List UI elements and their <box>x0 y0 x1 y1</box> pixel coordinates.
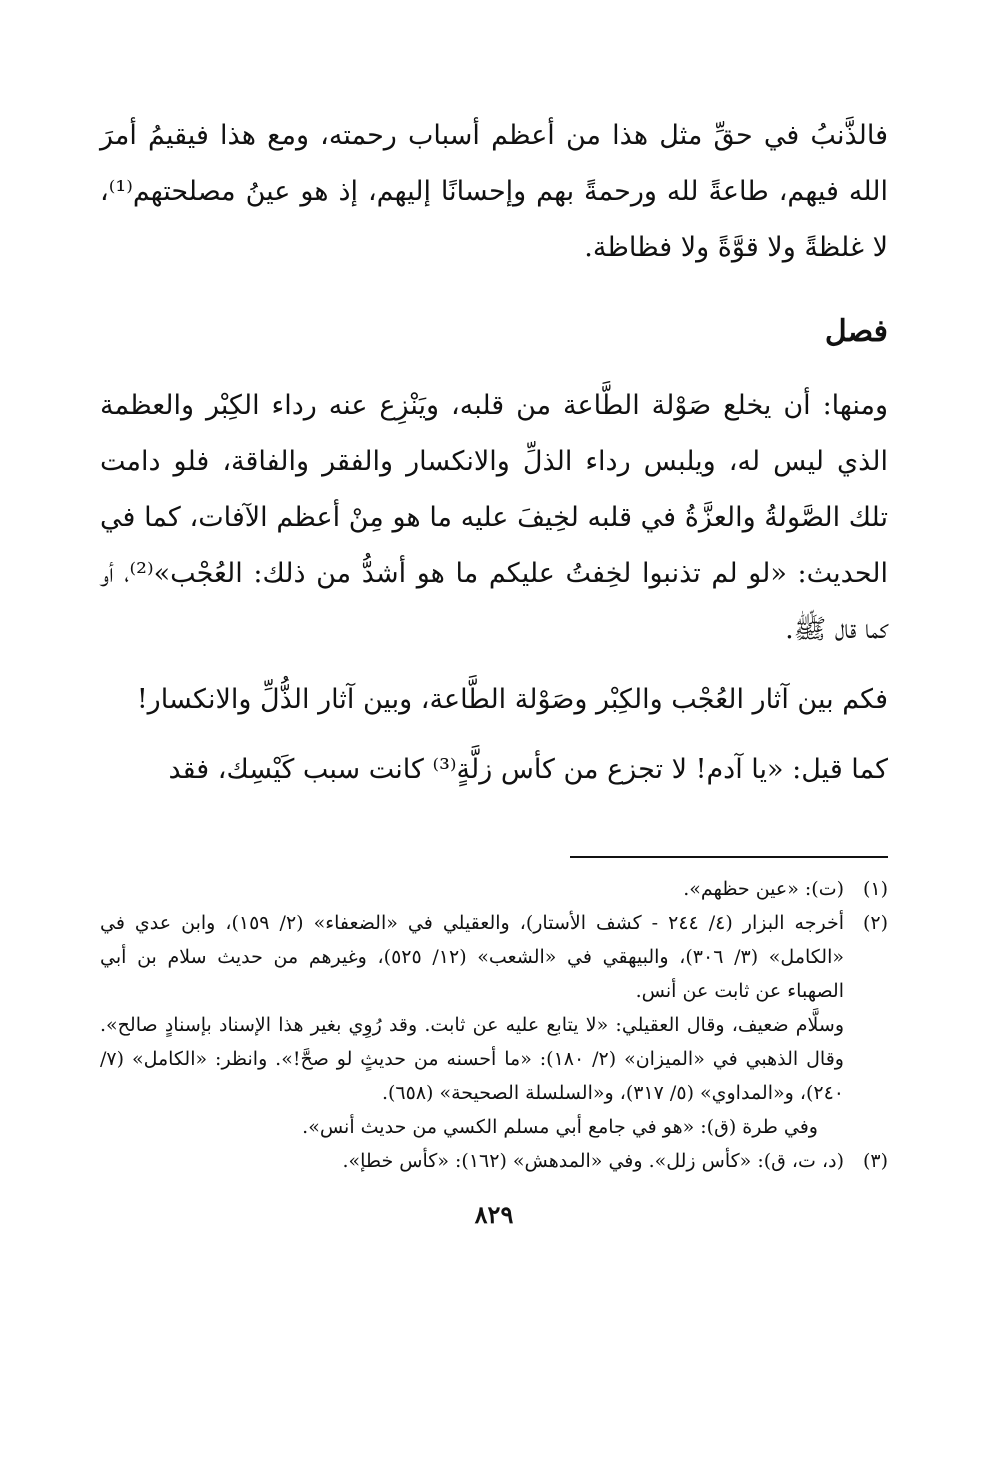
footnote-3 <box>100 1144 888 1178</box>
footnote-text <box>100 872 844 906</box>
footnote-2-continuation: وسلَّام ضعيف، وقال العقيلي: «لا يتابع عليه عن ثابت. وقد رُوِي بغير هذا الإسناد بإسنادٍ صالح». وقال الذهبي في «الميزان» (٢/ ١٨٠): «ما أحسنه من حديثٍ لو صحَّ!». وانظر: «الكامل» (٧/ ٢٤٠)، و«المداوي» (٥/ ٣١٧)، و«السلسلة الصحيحة» (٦٥٨). <box>100 1014 844 1104</box>
page-content <box>100 108 888 1229</box>
footnote-text <box>100 1144 844 1178</box>
main-text <box>100 108 888 798</box>
footnote-number: (١) <box>862 878 888 900</box>
footnote-divider <box>570 856 888 858</box>
footnote-number: (٢) <box>862 912 888 934</box>
section-heading: فصل <box>824 314 888 349</box>
paragraph-4: كما قيل: «يا آدم! لا تجزع من كأس زلَّةٍ⁽³⁾ كانت سبب كَيْسِك، فقد <box>168 754 888 785</box>
footnote-1 <box>100 872 888 906</box>
footnote-2-text: أخرجه البزار (٤/ ٢٤٤ - كشف الأستار)، والعقيلي في «الضعفاء» (٢/ ١٥٩)، وابن عدي في «الكامل» (٣/ ٣٠٦)، والبيهقي في «الشعب» (١٢/ ٥٢٥)، وغيرهم من حديث سلام بن أبي الصهباء عن ثابت عن أنس. <box>100 912 844 1002</box>
footnotes <box>100 872 888 1178</box>
footnote-1-text: (ت): «عين حظهم». <box>683 878 844 900</box>
footnote-3-text: (د، ت، ق): «كأس زلل». وفي «المدهش» (١٦٢): «كأس خطإ». <box>342 1150 844 1172</box>
paragraph-1: فالذَّنبُ في حقِّ مثل هذا من أعظم أسباب رحمته، ومع هذا فيقيمُ أمرَ الله فيهم، طاعةً لله ورحمةً بهم وإحسانًا إليهم، إذ هو عينُ مصلحتهم⁽¹⁾، لا غلظةً ولا قوَّةً ولا فظاظة. <box>100 120 888 263</box>
page-number: ٨٢٩ <box>474 1200 514 1229</box>
footnote-2-margin-note: وفي طرة (ق): «هو في جامع أبي مسلم الكسي من حديث أنس». <box>302 1116 818 1138</box>
paragraph-2: ومنها: أن يخلع صَوْلة الطَّاعة من قلبه، ويَنْزِع عنه رداء الكِبْر والعظمة الذي ليس له، ويلبس رداء الذلِّ والانكسار والفقر والفاقة، فلو دامت تلك الصَّولةُ والعزَّةُ في قلبه لخِيفَ عليه ما هو مِنْ أعظم الآفات، كما في الحديث: «لو لم تذنبوا لخِفتُ عليكم ما هو أشدُّ من ذلك: العُجْب»⁽²⁾، أو كما قال ﷺ. <box>100 390 888 645</box>
footnote-number: (٣) <box>862 1150 888 1172</box>
footnote-2 <box>100 906 888 1008</box>
paragraph-3: فكم بين آثار العُجْب والكِبْر وصَوْلة الطَّاعة، وبين آثار الذُّلِّ والانكسار! <box>136 684 888 715</box>
footnote-divider-wrap <box>100 856 888 858</box>
footnote-text <box>100 906 844 1008</box>
